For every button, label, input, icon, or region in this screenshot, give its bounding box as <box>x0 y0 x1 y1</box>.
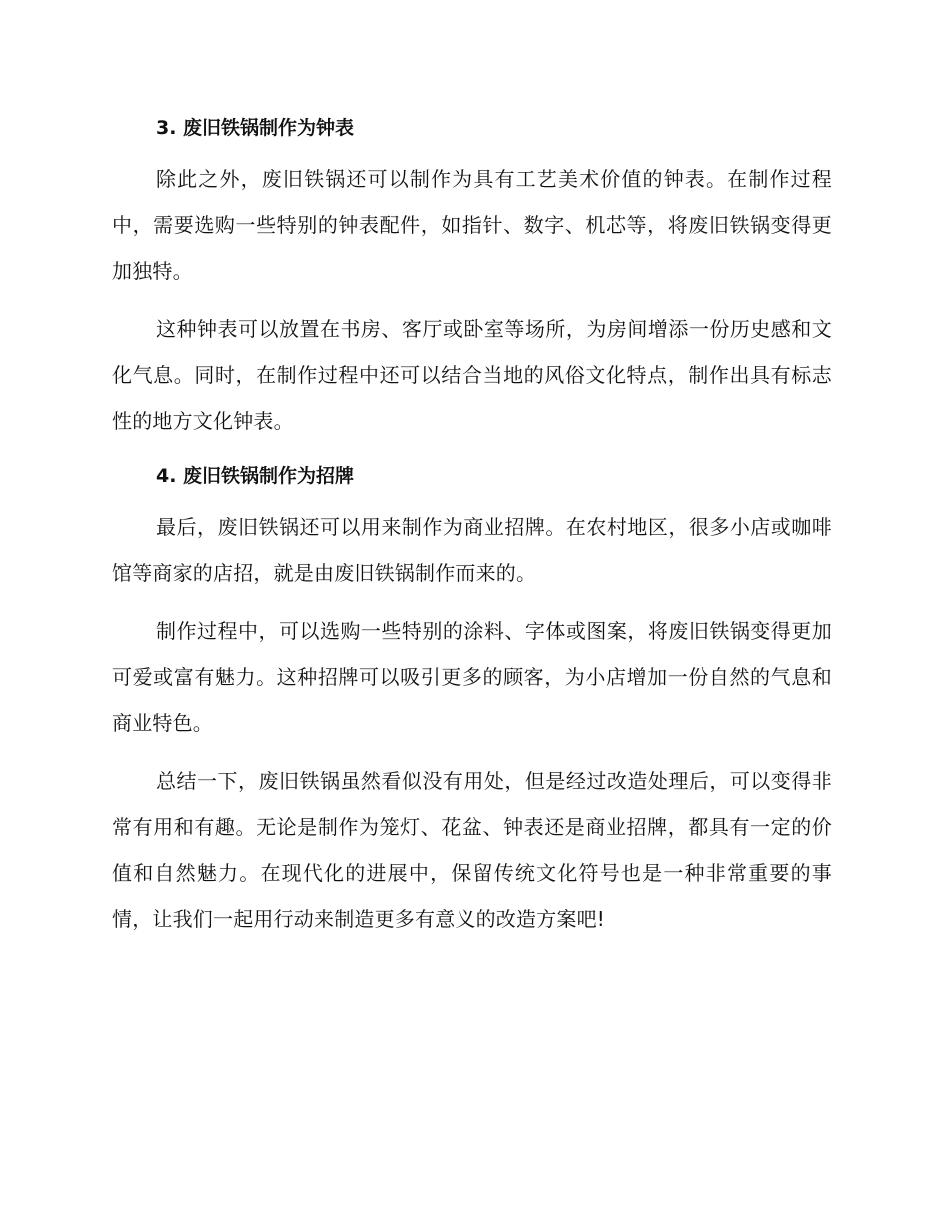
paragraph: 除此之外，废旧铁锅还可以制作为具有工艺美术价值的钟表。在制作过程中，需要选购一些特别的钟表配件，如指针、数字、机芯等，将废旧铁锅变得更加独特。 <box>112 167 832 283</box>
paragraph: 这种钟表可以放置在书房、客厅或卧室等场所，为房间增添一份历史感和文化气息。同时，在制作过程中还可以结合当地的风俗文化特点，制作出具有标志性的地方文化钟表。 <box>112 317 832 433</box>
paragraph-summary: 总结一下，废旧铁锅虽然看似没有用处，但是经过改造处理后，可以变得非常有用和有趣。无论是制作为笼灯、花盆、钟表还是商业招牌，都具有一定的价值和自然魅力。在现代化的进展中，保留传统文化符号也是一种非常重要的事情，让我们一起用行动来制造更多有意义的改造方案吧! <box>112 769 832 931</box>
section-heading-signboard: 4. 废旧铁锅制作为招牌 <box>156 465 355 487</box>
document-page <box>112 108 832 954</box>
section-heading-clock: 3. 废旧铁锅制作为钟表 <box>156 117 355 139</box>
paragraph: 最后，废旧铁锅还可以用来制作为商业招牌。在农村地区，很多小店或咖啡馆等商家的店招，就是由废旧铁锅制作而来的。 <box>112 515 832 585</box>
paragraph: 制作过程中，可以选购一些特别的涂料、字体或图案，将废旧铁锅变得更加可爱或富有魅力。这种招牌可以吸引更多的顾客，为小店增加一份自然的气息和商业特色。 <box>112 619 832 735</box>
